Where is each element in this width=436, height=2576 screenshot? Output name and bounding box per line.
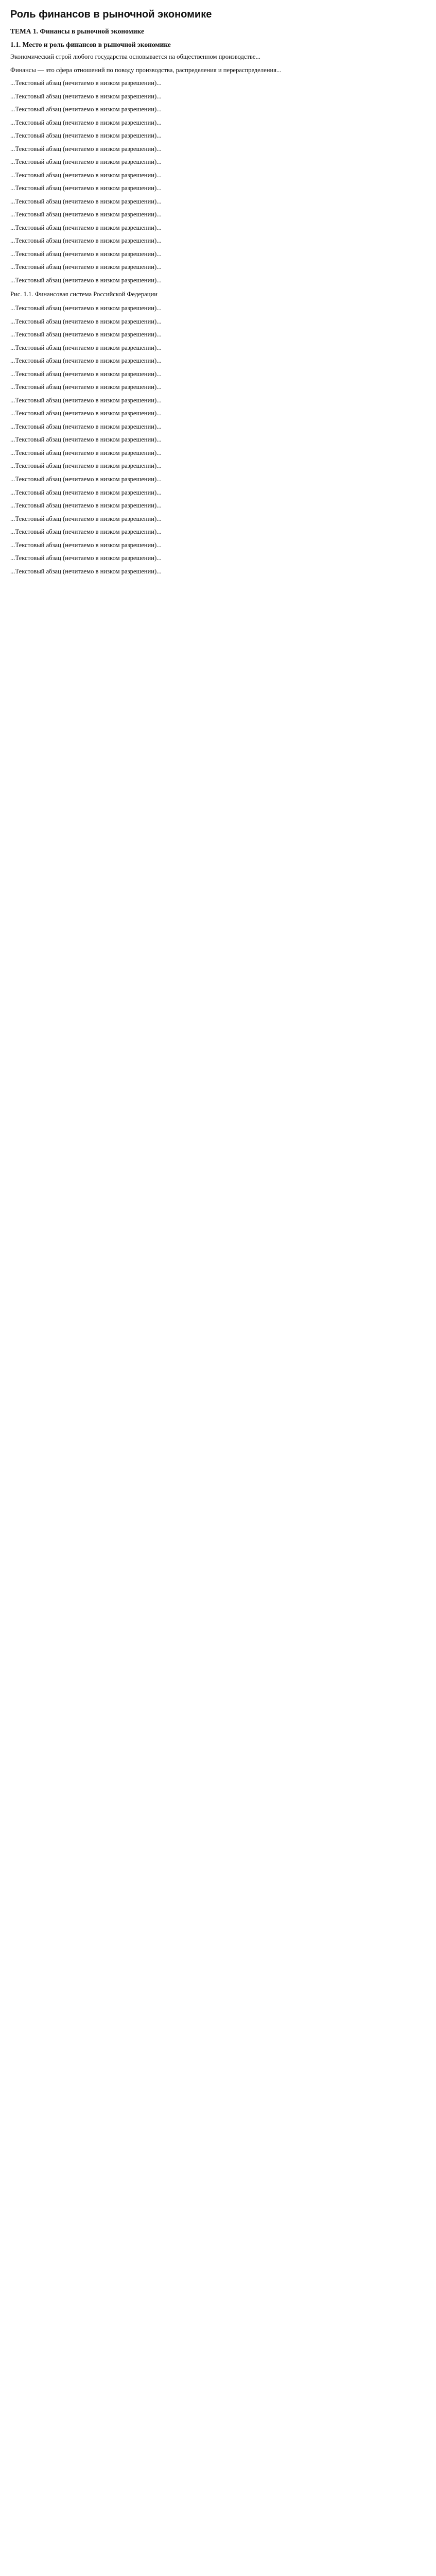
figure-caption: Рис. 1.1. Финансовая система Российской Федерации	[10, 291, 158, 298]
paragraph: ...Текстовый абзац (нечитаемо в низком разрешении)...	[10, 197, 162, 205]
paragraph: ...Текстовый абзац (нечитаемо в низком разрешении)...	[10, 357, 162, 365]
document-title: Роль финансов в рыночной экономике	[10, 9, 212, 20]
paragraph: ...Текстовый абзац (нечитаемо в низком разрешении)...	[10, 515, 162, 522]
section-heading: ТЕМА 1. Финансы в рыночной экономике	[10, 27, 145, 35]
paragraph: ...Текстовый абзац (нечитаемо в низком разрешении)...	[10, 502, 162, 510]
paragraph: ...Текстовый абзац (нечитаемо в низком разрешении)...	[10, 276, 162, 284]
paragraph: ...Текстовый абзац (нечитаемо в низком разрешении)...	[10, 118, 162, 126]
paragraph: ...Текстовый абзац (нечитаемо в низком разрешении)...	[10, 171, 162, 179]
paragraph: ...Текстовый абзац (нечитаемо в низком разрешении)...	[10, 250, 162, 258]
paragraph: ...Текстовый абзац (нечитаемо в низком разрешении)...	[10, 92, 162, 100]
paragraph: ...Текстовый абзац (нечитаемо в низком разрешении)...	[10, 528, 162, 536]
paragraph: ...Текстовый абзац (нечитаемо в низком разрешении)...	[10, 184, 162, 192]
paragraph: ...Текстовый абзац (нечитаемо в низком разрешении)...	[10, 158, 162, 166]
paragraph: Финансы — это сфера отношений по поводу производства, распределения и перераспределения...	[10, 66, 282, 74]
paragraph: ...Текстовый абзац (нечитаемо в низком разрешении)...	[10, 383, 162, 391]
paragraph: Экономический строй любого государства основывается на общественном производстве...	[10, 53, 260, 60]
paragraph: ...Текстовый абзац (нечитаемо в низком разрешении)...	[10, 145, 162, 152]
paragraph: ...Текстовый абзац (нечитаемо в низком разрешении)...	[10, 224, 162, 231]
paragraph: ...Текстовый абзац (нечитаемо в низком разрешении)...	[10, 436, 162, 444]
paragraph: ...Текстовый абзац (нечитаемо в низком разрешении)...	[10, 237, 162, 245]
paragraph: ...Текстовый абзац (нечитаемо в низком разрешении)...	[10, 317, 162, 325]
paragraph: ...Текстовый абзац (нечитаемо в низком разрешении)...	[10, 410, 162, 417]
document-content	[10, 27, 426, 577]
paragraph: ...Текстовый абзац (нечитаемо в низком разрешении)...	[10, 344, 162, 351]
paragraph: ...Текстовый абзац (нечитаемо в низком разрешении)...	[10, 79, 162, 87]
paragraph: ...Текстовый абзац (нечитаемо в низком разрешении)...	[10, 554, 162, 562]
paragraph: ...Текстовый абзац (нечитаемо в низком разрешении)...	[10, 106, 162, 113]
figure	[10, 291, 426, 298]
section-heading: 1.1. Место и роль финансов в рыночной экономике	[10, 41, 171, 48]
paragraph: ...Текстовый абзац (нечитаемо в низком разрешении)...	[10, 331, 162, 338]
paragraph: ...Текстовый абзац (нечитаемо в низком разрешении)...	[10, 567, 162, 575]
paragraph: ...Текстовый абзац (нечитаемо в низком разрешении)...	[10, 541, 162, 549]
paragraph: ...Текстовый абзац (нечитаемо в низком разрешении)...	[10, 422, 162, 430]
paragraph: ...Текстовый абзац (нечитаемо в низком разрешении)...	[10, 211, 162, 218]
paragraph: ...Текстовый абзац (нечитаемо в низком разрешении)...	[10, 475, 162, 483]
paragraph: ...Текстовый абзац (нечитаемо в низком разрешении)...	[10, 304, 162, 312]
paragraph: ...Текстовый абзац (нечитаемо в низком разрешении)...	[10, 449, 162, 456]
paragraph: ...Текстовый абзац (нечитаемо в низком разрешении)...	[10, 370, 162, 378]
paragraph: ...Текстовый абзац (нечитаемо в низком разрешении)...	[10, 462, 162, 470]
paragraph: ...Текстовый абзац (нечитаемо в низком разрешении)...	[10, 488, 162, 496]
paragraph: ...Текстовый абзац (нечитаемо в низком разрешении)...	[10, 396, 162, 404]
paragraph: ...Текстовый абзац (нечитаемо в низком разрешении)...	[10, 132, 162, 140]
paragraph: ...Текстовый абзац (нечитаемо в низком разрешении)...	[10, 263, 162, 271]
